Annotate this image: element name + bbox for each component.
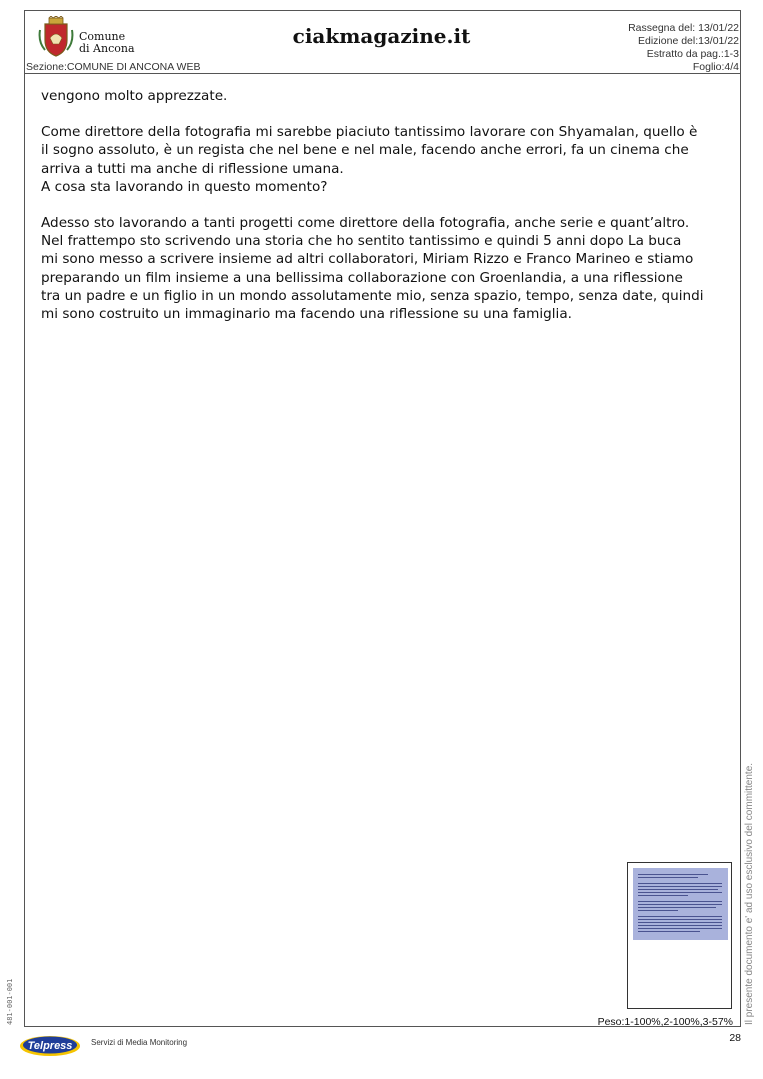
disclaimer-vertical: Il presente documento e' ad uso esclusivo del committente. bbox=[744, 762, 755, 1025]
text-line: Come direttore della fotografia mi sarebbe piaciuto tantissimo lavorare con Shyamalan, quello è bbox=[41, 124, 698, 141]
telpress-logo-text: Telpress bbox=[27, 1040, 73, 1052]
page-thumbnail bbox=[627, 862, 732, 1009]
document-code: 481-001-001 bbox=[6, 978, 14, 1025]
meta-rassegna: Rassegna del: 13/01/22 bbox=[628, 22, 739, 34]
text-line: mi sono messo a scrivere insieme ad altri collaboratori, Miriam Rizzo e Franco Marineo e stiamo bbox=[41, 251, 694, 268]
telpress-tagline: Servizi di Media Monitoring bbox=[91, 1038, 188, 1047]
meta-foglio: Foglio:4/4 bbox=[692, 61, 739, 73]
text-line: tra un padre e un figlio in un mondo assolutamente mio, senza spazio, tempo, senza date, quindi bbox=[41, 287, 704, 304]
paragraph bbox=[41, 123, 721, 196]
text-line: mi sono costruito un immaginario ma facendo una riflessione su una famiglia. bbox=[41, 306, 572, 323]
text-line: preparando un film insieme a una bellissima collaborazione con Groenlandia, a una riflessione bbox=[41, 269, 683, 286]
text-line: arriva a tutti ma anche di riflessione umana. bbox=[41, 160, 344, 177]
publication-title: ciakmagazine.it bbox=[292, 24, 471, 48]
page-number: 28 bbox=[729, 1032, 741, 1044]
text-line: Nel frattempo sto scrivendo una storia che ho sentito tantissimo e quindi 5 anni dopo La buca bbox=[41, 233, 682, 250]
text-line: vengono molto apprezzate. bbox=[41, 88, 228, 104]
telpress-logo bbox=[19, 1033, 81, 1057]
text-line: il sogno assoluto, è un regista che nel bene e nel male, facendo anche errori, fa un cinema che bbox=[41, 142, 689, 159]
paragraph bbox=[41, 87, 721, 105]
article-body bbox=[41, 87, 721, 341]
logo-line-1: Comune bbox=[79, 30, 126, 43]
section-label: Sezione:COMUNE DI ANCONA WEB bbox=[26, 61, 201, 73]
meta-estratto: Estratto da pag.:1-3 bbox=[646, 48, 739, 60]
header-meta bbox=[628, 22, 739, 74]
thumbnail-highlight bbox=[633, 868, 728, 940]
logo-line-2: di Ancona bbox=[79, 42, 135, 55]
text-line: A cosa sta lavorando in questo momento? bbox=[41, 178, 328, 195]
weight-label: Peso:1-100%,2-100%,3-57% bbox=[597, 1016, 733, 1028]
text-line: Adesso sto lavorando a tanti progetti come direttore della fotografia, anche serie e quant’altro. bbox=[41, 215, 690, 232]
paragraph bbox=[41, 214, 721, 323]
meta-edizione: Edizione del:13/01/22 bbox=[638, 35, 739, 47]
